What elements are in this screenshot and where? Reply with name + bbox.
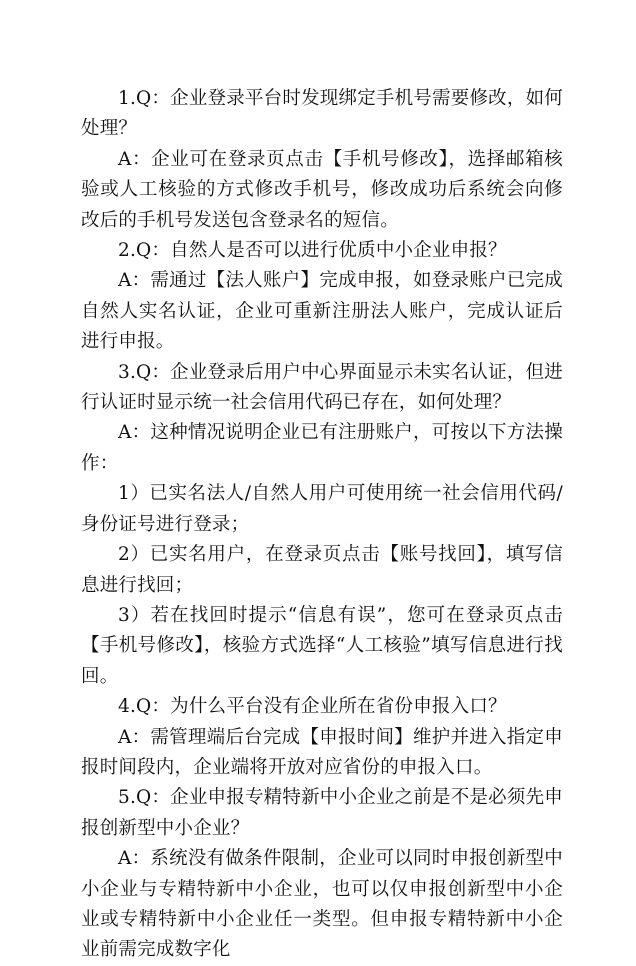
faq-answer-1: A：企业可在登录页点击【手机号修改】，选择邮箱核验或人工核验的方式修改手机号，修改成功后系统会向修改后的手机号发送包含登录名的短信。 <box>81 148 563 231</box>
faq-answer-2: A：需通过【法人账户】完成申报，如登录账户已完成自然人实名认证，企业可重新注册法人账户，完成认证后进行申报。 <box>81 270 563 353</box>
faq-answer-3: A：这种情况说明企业已有注册账户，可按以下方法操作： <box>81 422 563 474</box>
faq-question-4: 4.Q：为什么平台没有企业所在省份申报入口？ <box>118 696 507 718</box>
faq-answer-3-step-3: 3）若在找回时提示“信息有误”，您可在登录页点击【手机号修改】，核验方式选择“人工核验”填写信息进行找回。 <box>81 604 563 687</box>
faq-question-5: 5.Q：企业申报专精特新中小企业之前是不是必须先申报创新型中小企业？ <box>81 787 563 839</box>
faq-answer-5: A：系统没有做条件限制，企业可以同时申报创新型中小企业与专精特新中小企业，也可以仅申报创新型中小企业或专精特新中小企业任一类型。但申报专精特新中小企业前需完成数字化 <box>81 848 563 961</box>
faq-question-1: 1.Q：企业登录平台时发现绑定手机号需要修改，如何处理？ <box>81 88 563 140</box>
faq-answer-3-step-1: 1）已实名法人/自然人用户可使用统一社会信用代码/身份证号进行登录； <box>81 483 563 535</box>
faq-content <box>81 84 563 966</box>
faq-answer-3-step-2: 2）已实名用户，在登录页点击【账号找回】，填写信息进行找回； <box>81 544 563 596</box>
faq-question-3: 3.Q：企业登录后用户中心界面显示未实名认证，但进行认证时显示统一社会信用代码已存在，如何处理？ <box>81 361 563 414</box>
faq-answer-4: A：需管理端后台完成【申报时间】维护并进入指定申报时间段内，企业端将开放对应省份的申报入口。 <box>81 726 563 778</box>
faq-question-2: 2.Q：自然人是否可以进行优质中小企业申报？ <box>118 240 507 262</box>
